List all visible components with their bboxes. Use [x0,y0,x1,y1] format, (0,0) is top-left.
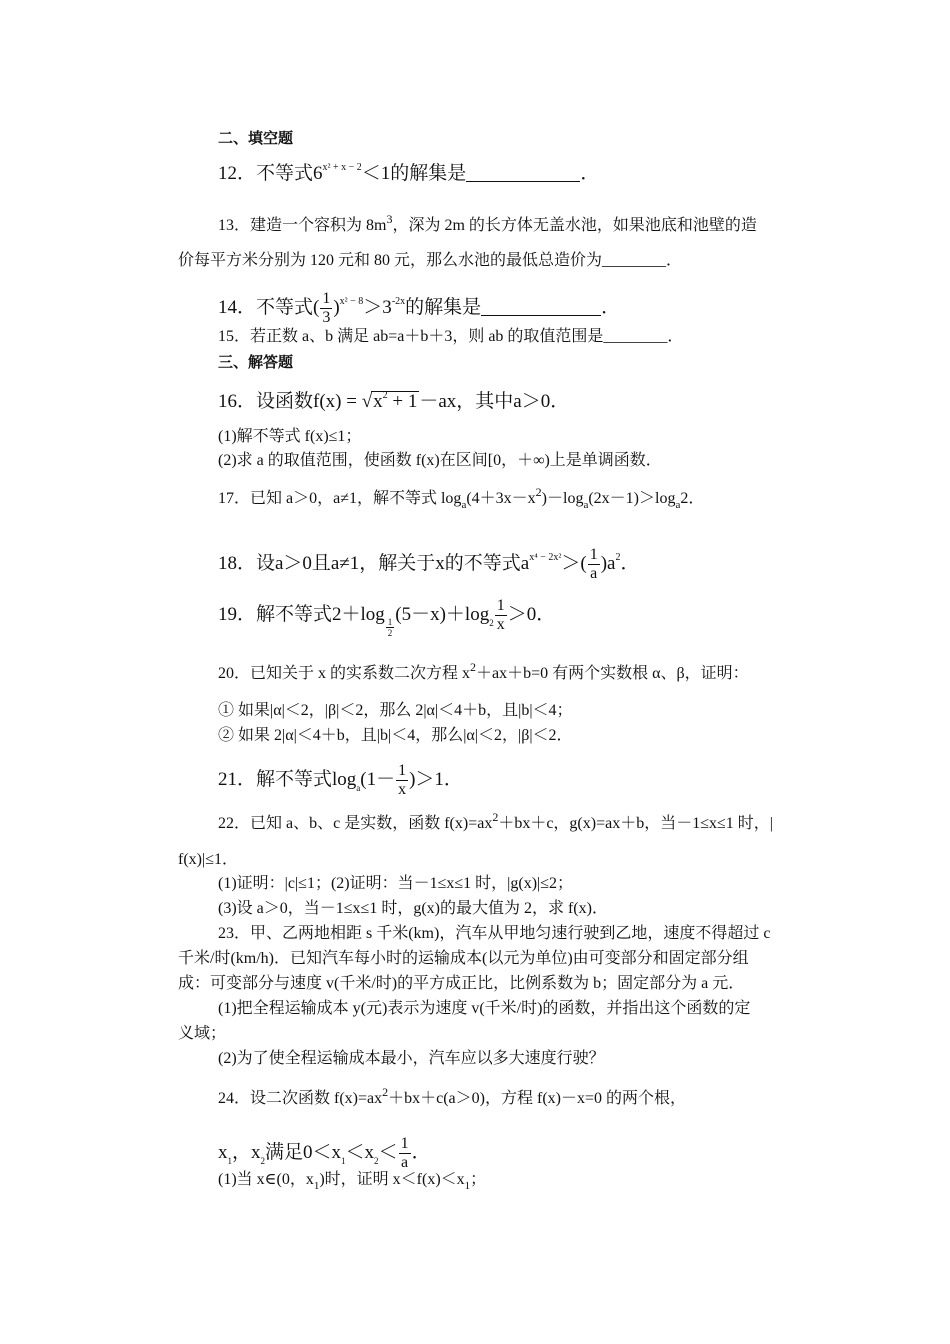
question-19: 19．解不等式2＋log $\frac{1}{2}$ $(5-x)+\log_2$ $\frac{1}{x}$ ＞0． [218,597,556,638]
square-root: $√x^2 + 1$ [362,391,420,415]
question-17: 17．已知 a＞0，a≠1，解不等式 $\log_a(4+3x-x^2)-\log_a(2x-1)>\log_a2$． [218,485,705,511]
question-22-line-1: 22．已知 a、b、c 是实数，函数 $f(x)=ax^2+bx+c$，g(x)=ax＋b，当－1≤x≤1 时，| [218,810,773,832]
question-16: 16．设函数$f(x) = √x^2 + 1 -ax$，其中a＞0． [218,391,569,415]
question-23-line-3: 成：可变部分与速度 v(千米/时)的平方成正比，比例系数为 b；固定部分为 a 元． [178,975,745,992]
answer-blank [466,163,580,182]
question-23-line-2: 千米/时(km/h)．已知汽车每小时的运输成本(以元为单位)由可变部分和固定部分组 [178,950,749,967]
question-20-line-2: ① 如果|α|＜2，|β|＜2，那么 2|α|＜4＋b，且|b|＜4； [218,702,573,719]
answer-blank [481,297,601,316]
fraction: $\frac{1}{x}$ [496,597,505,633]
question-22-line-4: (3)设 a＞0，当－1≤x≤1 时，g(x)的最大值为 2，求 f(x)． [218,900,608,917]
fraction: $\frac{1}{a}$ [589,546,598,582]
section-heading-solve: 三、解答题 [218,353,294,371]
question-14: 14．不等式( $\frac{1}{3}$ )$^{x^2 - 8}>3^{-2x}$的解集是 ． [218,290,621,326]
fraction: $\frac{1}{x}$ [398,762,407,798]
question-24-line-1: 24．设二次函数 $f(x)=ax^2+bx+c(a>0)$，方程 f(x)－x=0 的两个根， [218,1085,686,1107]
fraction-subscript: $\frac{1}{2}$ [387,617,393,638]
fraction: $\frac{1}{3}$ [322,290,331,326]
question-13-line-2: 价每平方米分别为 120 元和 80 元，那么水池的最低总造价为________． [178,252,683,269]
question-13-line-1: 13．建造一个容积为 $8m^3$，深为 2m 的长方体无盖水池，如果池底和池壁的造 [218,212,757,234]
question-23-line-6: (2)为了使全程运输成本最小，汽车应以多大速度行驶？ [218,1050,605,1067]
question-24-line-3: (1)当 x∈(0，$x_1$)时，证明 $x<f(x)<x_1$； [218,1171,487,1192]
question-18: 18．设a＞0且a≠1，解关于x的不等式$a^{x^4 - 2x^2}>$( $\frac{1}{a}$ )$a^2$． [218,546,640,582]
question-23-line-5: 义域； [178,1025,227,1042]
question-23-line-4: (1)把全程运输成本 y(元)表示为速度 v(千米/时)的函数，并指出这个函数的定 [218,1000,751,1017]
question-12: 12．不等式$6^{x^2 + x - 2}<1$的解集是 ． [218,162,600,184]
section-heading-fill-blank: 二、填空题 [218,129,294,147]
question-22-line-3: (1)证明：|c|≤1；(2)证明：当－1≤x≤1 时，|g(x)|≤2； [218,875,574,892]
question-20-line-1: 20．已知关于 x 的实系数二次方程 $x^2+ax+b=0$ 有两个实数根 α、β，证明： [218,660,749,682]
question-15: 15．若正数 a、b 满足 ab=a＋b＋3，则 ab 的取值范围是________． [218,328,684,345]
question-16-part-2: (2)求 a 的取值范围，使函数 f(x)在区间[0，＋∞)上是单调函数． [218,452,662,469]
question-22-line-2: f(x)|≤1． [178,851,238,868]
question-20-line-3: ② 如果 2|α|＜4＋b，且|b|＜4，那么|α|＜2，|β|＜2． [218,727,573,744]
question-16-part-1: (1)解不等式 f(x)≤1； [218,428,362,445]
question-21: 21．解不等式$\log_a(1-$ $\frac{1}{x}$ )＞1． [218,762,463,798]
question-24-line-2: $x_1$，$x_2$满足$0<x_1<x_2<$ $\frac{1}{a}$ ． [218,1135,431,1171]
fraction: $\frac{1}{a}$ [400,1135,409,1171]
question-23-line-1: 23．甲、乙两地相距 s 千米(km)，汽车从甲地匀速行驶到乙地，速度不得超过 c [218,925,771,942]
